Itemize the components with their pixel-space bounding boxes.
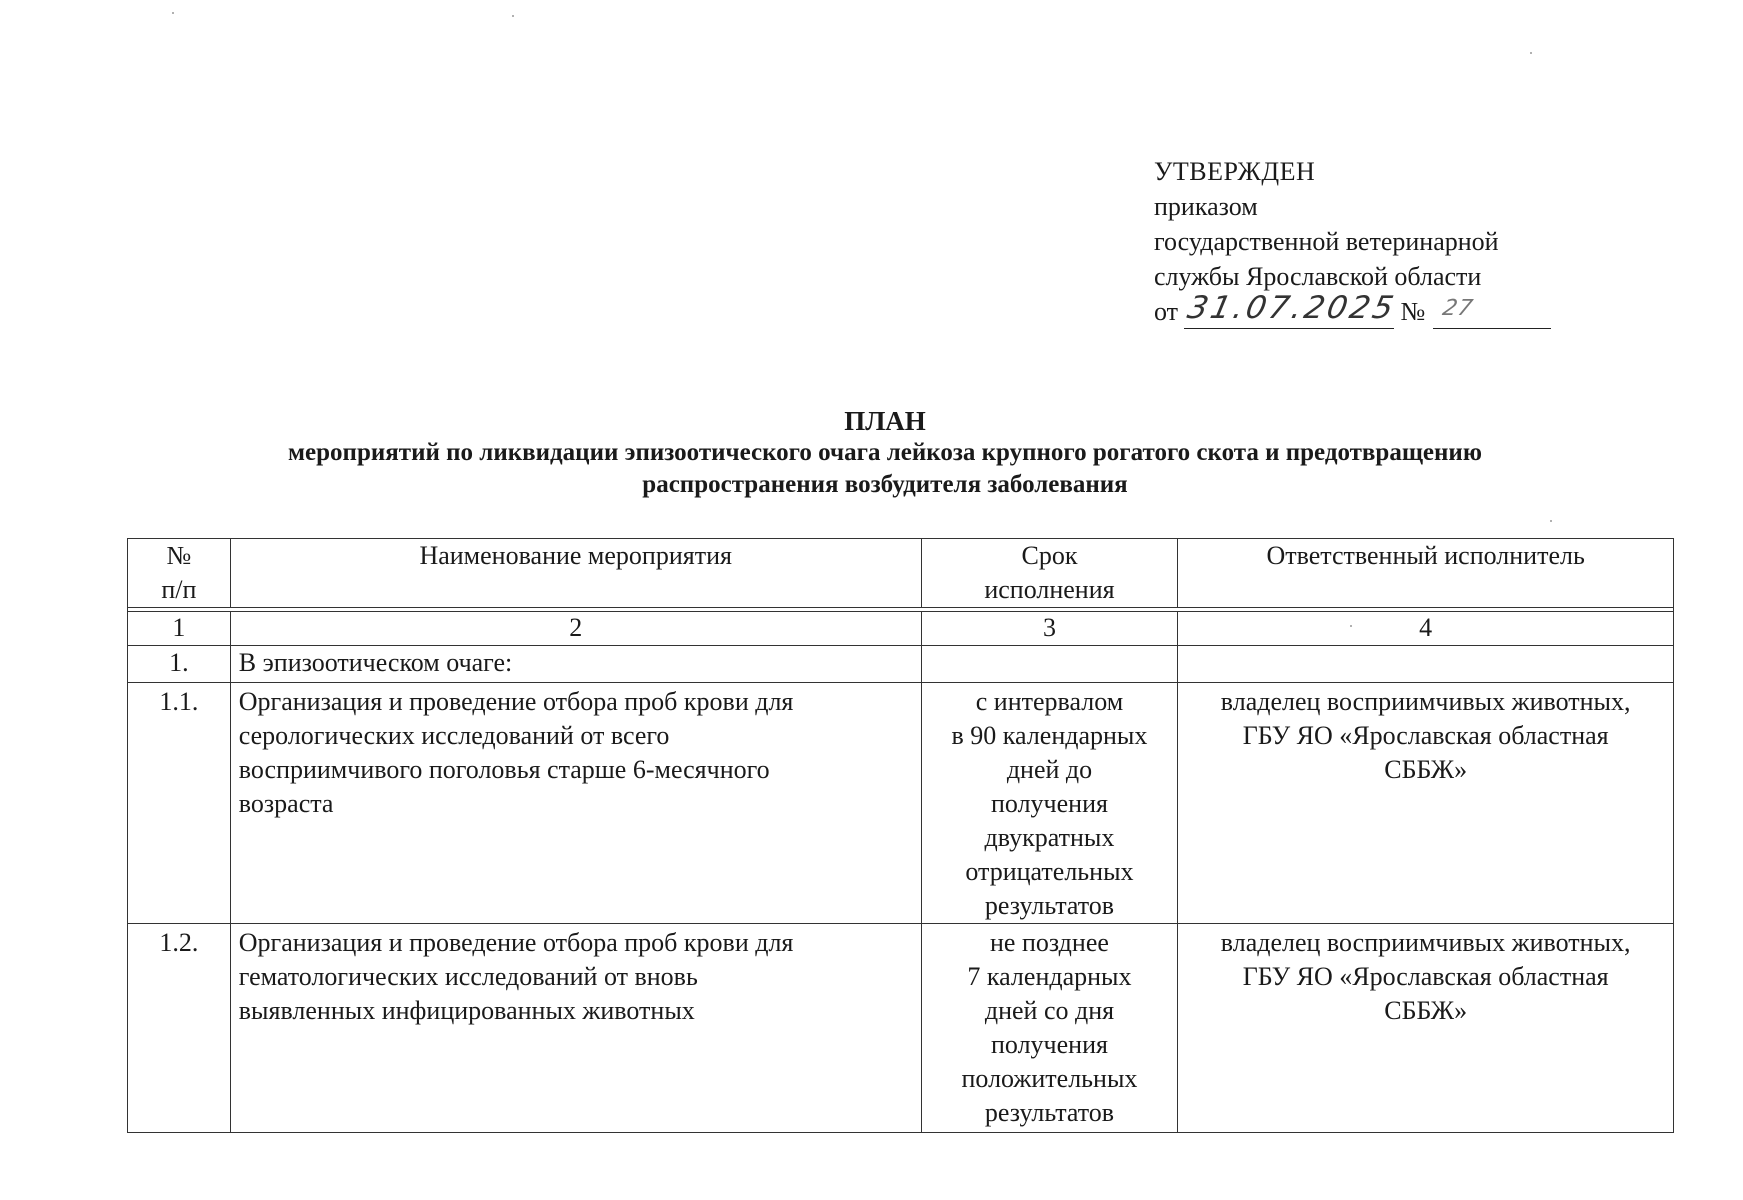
column-number: 4: [1178, 612, 1674, 646]
row-name: Организация и проведение отбора проб крови для серологических исследований от всего восприимчивого поголовья старше 6-месячного возраста: [230, 683, 921, 924]
document-title: [160, 405, 1610, 501]
row-deadline: не позднее 7 календарных дней со дня получения положительных результатов: [921, 924, 1178, 1133]
row-responsible: [1178, 646, 1674, 683]
number-field: [1433, 296, 1551, 329]
column-number-row: [128, 612, 1674, 646]
date-field: [1184, 290, 1400, 329]
from-label: от: [1154, 297, 1179, 326]
table-row: [128, 924, 1674, 1133]
approval-heading: УТВЕРЖДЕН: [1154, 157, 1316, 186]
scan-speck: [172, 12, 174, 14]
header-responsible: Ответственный исполнитель: [1178, 539, 1674, 608]
plan-table: [127, 538, 1674, 1133]
column-number: 3: [921, 612, 1178, 646]
row-name: Организация и проведение отбора проб крови для гематологических исследований от вновь выявленных инфицированных животных: [230, 924, 921, 1133]
number-label: №: [1400, 297, 1426, 326]
header-deadline: Срок исполнения: [921, 539, 1178, 608]
row-num: 1.2.: [128, 924, 231, 1133]
approval-line: государственной ветеринарной: [1154, 227, 1499, 256]
header-name: Наименование мероприятия: [230, 539, 921, 608]
table-row: [128, 683, 1674, 924]
header-num: № п/п: [128, 539, 231, 608]
row-responsible: владелец восприимчивых животных, ГБУ ЯО «Ярославская областная СББЖ»: [1178, 924, 1674, 1133]
plan-subtitle-line: мероприятий по ликвидации эпизоотического очага лейкоза крупного рогатого скота и предотвращению: [288, 439, 1482, 466]
row-deadline: [921, 646, 1178, 683]
row-num: 1.: [128, 646, 231, 683]
plan-subtitle-line: распространения возбудителя заболевания: [642, 471, 1128, 498]
handwritten-number: 27: [1440, 296, 1477, 321]
row-responsible: владелец восприимчивых животных, ГБУ ЯО «Ярославская областная СББЖ»: [1178, 683, 1674, 924]
handwritten-date: 31.07.2025: [1184, 290, 1400, 326]
row-num: 1.1.: [128, 683, 231, 924]
approval-order-line: [1154, 290, 1551, 329]
table-row-section: [128, 646, 1674, 683]
approval-line: приказом: [1154, 192, 1258, 221]
approval-line: службы Ярославской области: [1154, 262, 1482, 291]
table-header-row: [128, 539, 1674, 608]
row-name: В эпизоотическом очаге:: [230, 646, 921, 683]
scan-speck: [1550, 520, 1552, 522]
scan-speck: [1530, 52, 1532, 54]
scan-speck: [512, 15, 514, 17]
row-deadline: с интервалом в 90 календарных дней до получения двукратных отрицательных результатов: [921, 683, 1178, 924]
approval-stamp: [1154, 154, 1551, 329]
column-number: 1: [128, 612, 231, 646]
scan-speck: [1350, 625, 1352, 627]
plan-title: ПЛАН: [844, 406, 926, 436]
column-number: 2: [230, 612, 921, 646]
